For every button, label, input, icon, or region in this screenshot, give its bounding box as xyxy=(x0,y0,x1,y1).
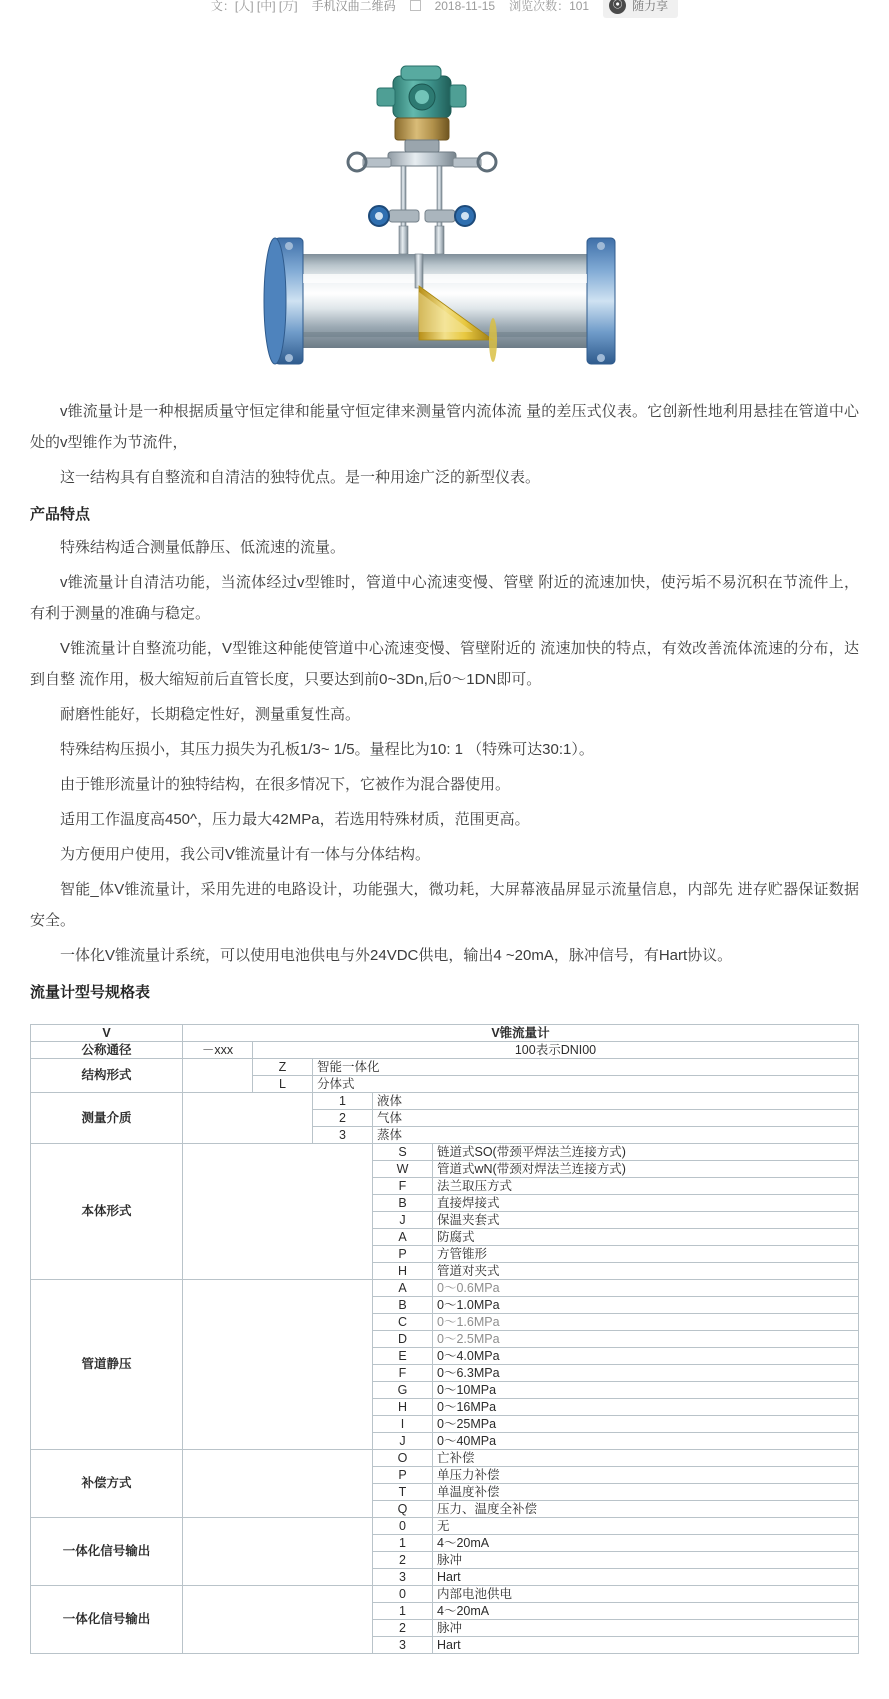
spacer-cell xyxy=(183,1093,313,1144)
pressure-desc-c: 0～1.6MPa xyxy=(433,1314,859,1331)
signal2-code-3: 3 xyxy=(373,1637,433,1654)
section-title-features: 产品特点 xyxy=(30,506,91,523)
spacer-cell xyxy=(183,1144,373,1280)
feature-item-6: 由于锥形流量计的独特结构，在很多情况下，它被作为混合器使用。 xyxy=(60,776,511,793)
signal-code-1: 1 xyxy=(373,1535,433,1552)
meta-author: 文：[人] [中] [万] xyxy=(210,0,298,13)
table-row xyxy=(31,1144,859,1161)
intro-paragraph-2: 这一结构具有自整流和自清洁的独特优点。是一种用途广泛的新型仪表。 xyxy=(60,469,541,486)
medium-desc-1: 液体 xyxy=(373,1093,859,1110)
structure-desc-z: 智能一体化 xyxy=(313,1059,859,1076)
signal-code-3: 3 xyxy=(373,1569,433,1586)
pressure-code-g: G xyxy=(373,1382,433,1399)
body-desc-p: 方管锥形 xyxy=(433,1246,859,1263)
table-row-header xyxy=(31,1025,859,1042)
pressure-code-a: A xyxy=(373,1280,433,1297)
spacer-cell xyxy=(183,1059,253,1093)
body-code-p: P xyxy=(373,1246,433,1263)
pressure-desc-f: 0～6.3MPa xyxy=(433,1365,859,1382)
body-desc-h: 管道对夹式 xyxy=(433,1263,859,1280)
signal2-desc-3: Hart xyxy=(433,1637,859,1654)
feature-item-5: 特殊结构压损小，其压力损失为孔板1/3~ 1/5。量程比为10: 1 （特殊可达30:1）。 xyxy=(60,741,594,758)
pressure-desc-a: 0～0.6MPa xyxy=(433,1280,859,1297)
meta-date: 2018-11-15 xyxy=(434,0,496,13)
body-desc-s: 链道式SO(带颈平焊法兰连接方式) xyxy=(433,1144,859,1161)
body-code-f: F xyxy=(373,1178,433,1195)
compensation-code-t: T xyxy=(373,1484,433,1501)
group-label-compensation: 补偿方式 xyxy=(31,1450,183,1518)
group-label-body-form: 本体形式 xyxy=(31,1144,183,1280)
table-row xyxy=(31,1280,859,1297)
spacer-cell xyxy=(183,1450,373,1518)
signal-code-0: 0 xyxy=(373,1518,433,1535)
body-desc-f: 法兰取压方式 xyxy=(433,1178,859,1195)
compensation-code-p: P xyxy=(373,1467,433,1484)
table-row xyxy=(31,1093,859,1110)
feature-item-10: 一体化V锥流量计系统，可以使用电池供电与外24VDC供电，输出4 ~20mA，脉冲信号，有Hart协议。 xyxy=(60,947,733,964)
section-title-spec-table: 流量计型号规格表 xyxy=(30,984,151,1001)
feature-item-1: 特殊结构适合测量低静压、低流速的流量。 xyxy=(60,539,346,556)
spacer-cell xyxy=(183,1280,373,1450)
medium-code-2: 2 xyxy=(313,1110,373,1127)
body-desc-a: 防腐式 xyxy=(433,1229,859,1246)
body-desc-j: 保温夹套式 xyxy=(433,1212,859,1229)
table-row xyxy=(31,1450,859,1467)
meta-source[interactable]: 手机汉曲二维码 xyxy=(311,0,396,13)
feature-item-3: V锥流量计自整流功能，V型锥这种能使管道中心流速变慢、管壁附近的 流速加快的特点，有效改善流体流速的分布，达到自整 流作用，极大缩短前后直管长度，只要达到前0~3Dn,后0～1DN即可。 xyxy=(30,640,859,688)
compensation-desc-p: 单压力补偿 xyxy=(433,1467,859,1484)
signal-desc-1: 4～20mA xyxy=(433,1535,859,1552)
medium-desc-2: 气体 xyxy=(373,1110,859,1127)
structure-code-l: L xyxy=(253,1076,313,1093)
qr-code-icon[interactable] xyxy=(410,0,421,11)
body-code-s: S xyxy=(373,1144,433,1161)
signal2-code-0: 0 xyxy=(373,1586,433,1603)
article-body xyxy=(0,396,889,1008)
nominal-diameter-desc: 100表示DNI00 xyxy=(253,1042,859,1059)
valve-manifold xyxy=(348,152,496,254)
spacer-cell xyxy=(183,1586,373,1654)
pressure-desc-j: 0～40MPa xyxy=(433,1433,859,1450)
share-badge-icon: ⦿ xyxy=(609,0,626,14)
feature-item-7: 适用工作温度高450^，压力最大42MPa，若选用特殊材质，范围更高。 xyxy=(60,811,530,828)
table-row xyxy=(31,1059,859,1076)
feature-item-4: 耐磨性能好，长期稳定性好，测量重复性高。 xyxy=(60,706,361,723)
medium-code-1: 1 xyxy=(313,1093,373,1110)
feature-item-9: 智能_体V锥流量计，采用先进的电路设计，功能强大，微功耗，大屏幕液晶屏显示流量信息，内部先 进存贮器保证数据安全。 xyxy=(30,881,859,929)
body-desc-b: 直接焊接式 xyxy=(433,1195,859,1212)
compensation-desc-o: 亡补偿 xyxy=(433,1450,859,1467)
spec-table xyxy=(30,1024,859,1654)
pressure-desc-i: 0～25MPa xyxy=(433,1416,859,1433)
signal2-desc-0: 内部电池供电 xyxy=(433,1586,859,1603)
structure-desc-l: 分体式 xyxy=(313,1076,859,1093)
meta-views: 浏览次数：101 xyxy=(509,0,590,13)
pressure-desc-b: 0～1.0MPa xyxy=(433,1297,859,1314)
group-label-static-pressure: 管道静压 xyxy=(31,1280,183,1450)
intro-paragraph-1: v锥流量计是一种根据质量守恒定律和能量守恒定律来测量管内流体流 量的差压式仪表。它创新性地利用悬挂在管道中心处的v型锥作为节流件， xyxy=(30,403,859,451)
pressure-code-h: H xyxy=(373,1399,433,1416)
spec-table-wrap xyxy=(0,1010,889,1654)
header-name-cell: V锥流量计 xyxy=(183,1025,859,1042)
pressure-desc-g: 0～10MPa xyxy=(433,1382,859,1399)
compensation-code-q: Q xyxy=(373,1501,433,1518)
signal2-code-1: 1 xyxy=(373,1603,433,1620)
medium-code-3: 3 xyxy=(313,1127,373,1144)
v-cone-flowmeter-illustration xyxy=(245,40,645,370)
body-code-h: H xyxy=(373,1263,433,1280)
compensation-desc-t: 单温度补偿 xyxy=(433,1484,859,1501)
pressure-desc-d: 0～2.5MPa xyxy=(433,1331,859,1348)
group-label-signal-output-1: 一体化信号输出 xyxy=(31,1518,183,1586)
product-figure xyxy=(0,18,889,396)
compensation-desc-q: 压力、温度全补偿 xyxy=(433,1501,859,1518)
signal-code-2: 2 xyxy=(373,1552,433,1569)
body-code-w: W xyxy=(373,1161,433,1178)
group-label-nominal-diameter: 公称通径 xyxy=(31,1042,183,1059)
signal2-desc-1: 4～20mA xyxy=(433,1603,859,1620)
signal-desc-2: 脉冲 xyxy=(433,1552,859,1569)
compensation-code-o: O xyxy=(373,1450,433,1467)
body-code-b: B xyxy=(373,1195,433,1212)
pressure-code-b: B xyxy=(373,1297,433,1314)
body-desc-w: 管道式wN(带颈对焊法兰连接方式) xyxy=(433,1161,859,1178)
signal2-code-2: 2 xyxy=(373,1620,433,1637)
pressure-desc-h: 0～16MPa xyxy=(433,1399,859,1416)
structure-code-z: Z xyxy=(253,1059,313,1076)
transmitter-assembly xyxy=(377,66,466,152)
group-label-signal-output-2: 一体化信号输出 xyxy=(31,1586,183,1654)
feature-item-2: v锥流量计自清洁功能，当流体经过v型锥时，管道中心流速变慢、管壁 附近的流速加快，使污垢不易沉积在节流件上，有利于测量的准确与稳定。 xyxy=(30,574,859,622)
pressure-code-c: C xyxy=(373,1314,433,1331)
signal-desc-3: Hart xyxy=(433,1569,859,1586)
pressure-code-d: D xyxy=(373,1331,433,1348)
body-code-a: A xyxy=(373,1229,433,1246)
table-row xyxy=(31,1518,859,1535)
group-label-measured-medium: 测量介质 xyxy=(31,1093,183,1144)
pressure-code-i: I xyxy=(373,1416,433,1433)
pressure-code-e: E xyxy=(373,1348,433,1365)
group-label-structure-form: 结构形式 xyxy=(31,1059,183,1093)
share-button-label: 随力享 xyxy=(632,0,669,13)
nominal-diameter-code: －xxx xyxy=(183,1042,253,1059)
medium-desc-3: 蒸体 xyxy=(373,1127,859,1144)
pressure-code-f: F xyxy=(373,1365,433,1382)
spacer-cell xyxy=(183,1518,373,1586)
body-code-j: J xyxy=(373,1212,433,1229)
table-row xyxy=(31,1586,859,1603)
signal2-desc-2: 脉冲 xyxy=(433,1620,859,1637)
table-row xyxy=(31,1042,859,1059)
pressure-desc-e: 0～4.0MPa xyxy=(433,1348,859,1365)
header-code-cell: V xyxy=(31,1025,183,1042)
pressure-code-j: J xyxy=(373,1433,433,1450)
article-meta-header xyxy=(0,0,889,18)
share-button[interactable] xyxy=(603,0,678,18)
signal-desc-0: 无 xyxy=(433,1518,859,1535)
feature-item-8: 为方便用户使用，我公司V锥流量计有一体与分体结构。 xyxy=(60,846,431,863)
